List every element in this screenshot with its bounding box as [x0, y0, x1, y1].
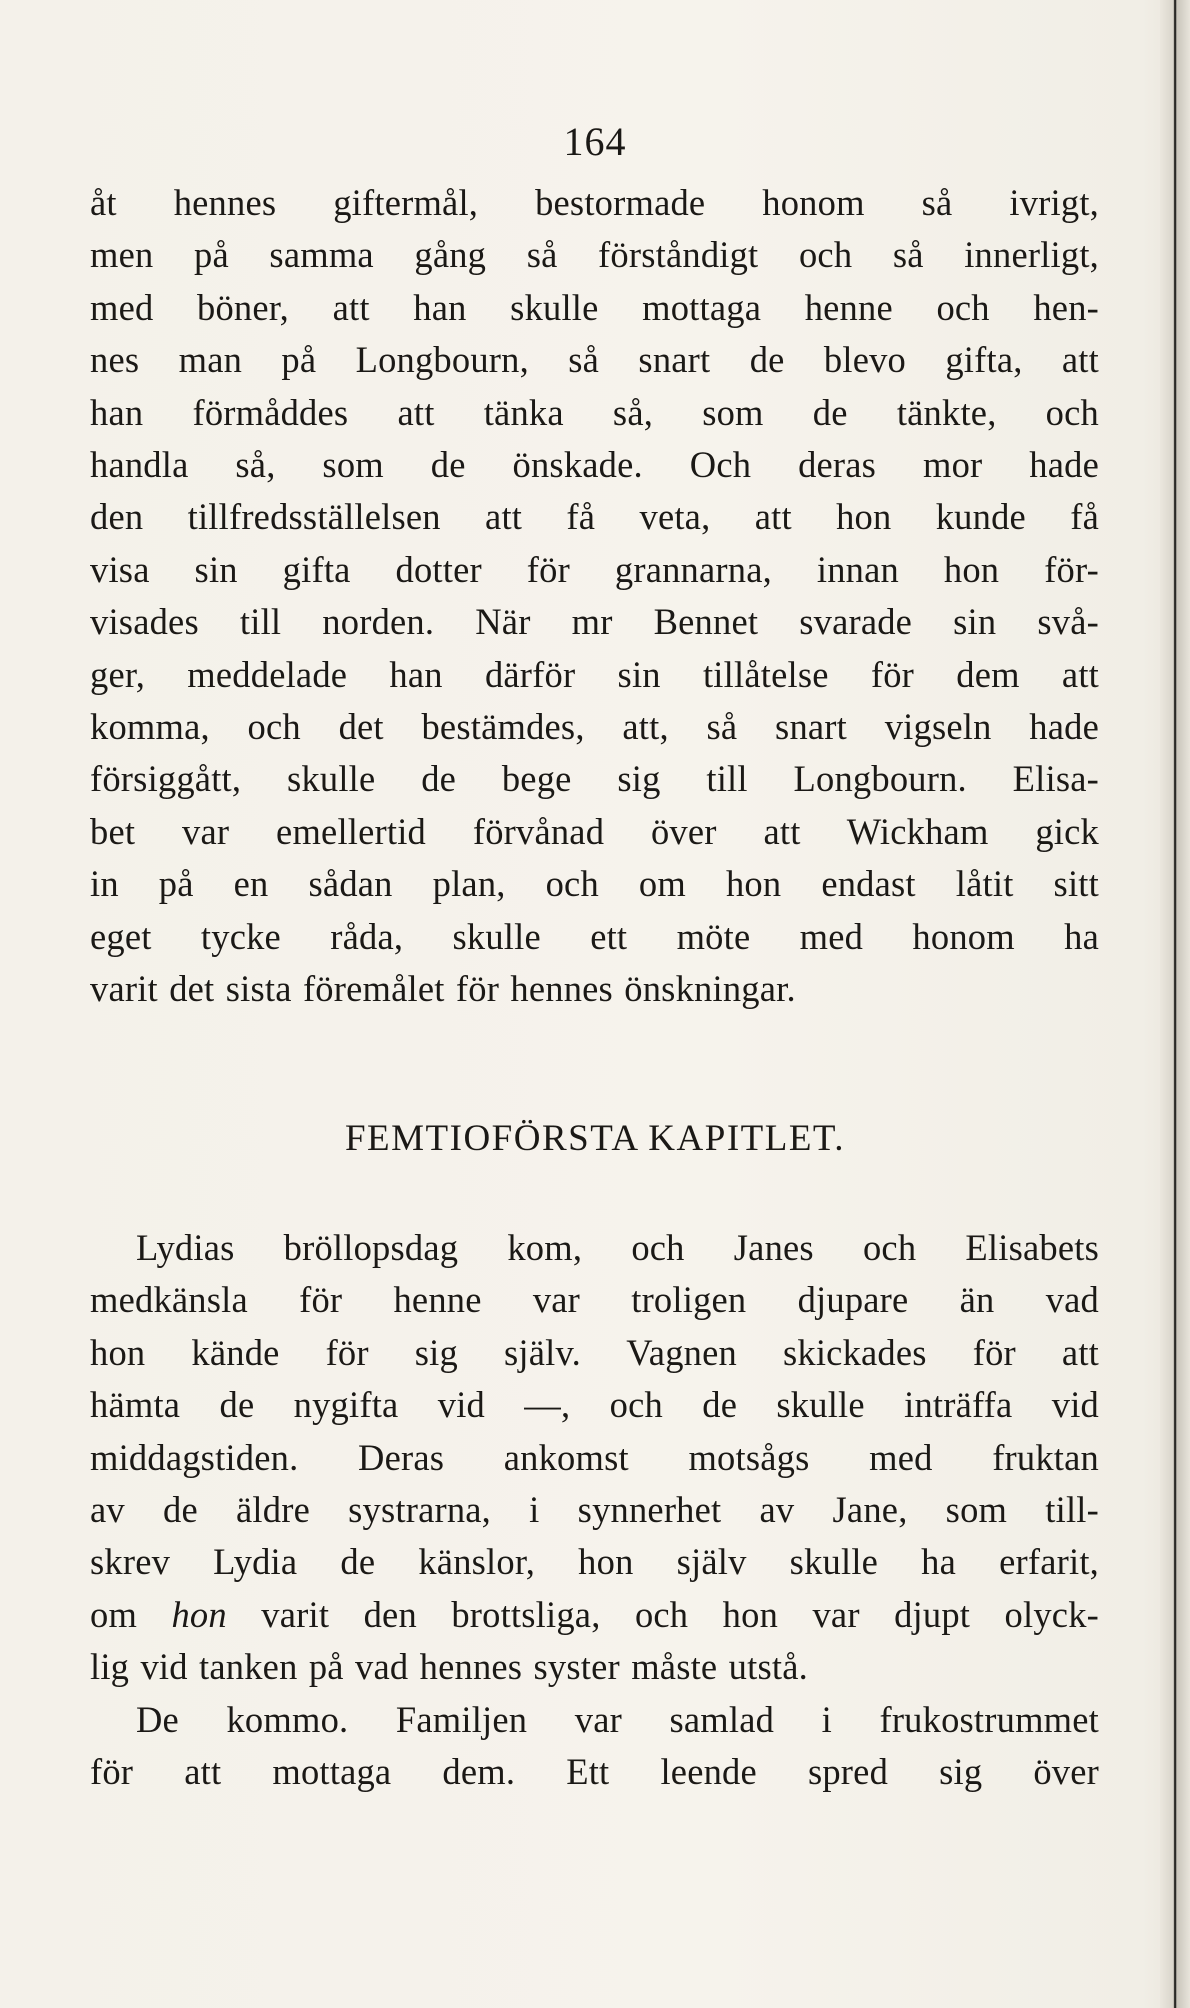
text-line: för att mottaga dem. Ett leende spred sig över [90, 1751, 1099, 1793]
text-line: komma, och det bestämdes, att, så snart vigseln hade [90, 706, 1099, 748]
top-paragraph [90, 177, 1099, 1016]
page-number: 164 [563, 119, 627, 164]
text-line: middagstiden. Deras ankomst motsågs med fruktan [90, 1436, 1099, 1478]
text-fragment: om [90, 1593, 138, 1635]
text-line: in på en sådan plan, och om hon endast låtit sitt [90, 863, 1099, 905]
text-line: De kommo. Familjen var samlad i frukostrummet [136, 1698, 1099, 1740]
text-line: han förmåddes att tänka så, som de tänkte, och [90, 391, 1099, 433]
text-fragment: varit den brottsliga, och hon var djupt olyck- [261, 1593, 1100, 1635]
text-line: visa sin gifta dotter för grannarna, innan hon för- [90, 548, 1099, 590]
text-line: men på samma gång så förståndigt och så innerligt, [90, 234, 1099, 276]
page-spine-edge [1160, 0, 1190, 2008]
text-line: varit det sista föremålet för hennes önskningar. [90, 968, 796, 1010]
text-line: visades till norden. När mr Bennet svarade sin svå- [90, 601, 1099, 643]
text-line-with-emphasis [90, 1589, 1099, 1641]
text-line: av de äldre systrarna, i synnerhet av Jane, som till- [90, 1489, 1099, 1531]
text-line: med böner, att han skulle mottaga henne och hen- [90, 286, 1099, 328]
text-line: hon kände för sig själv. Vagnen skickades för att [90, 1331, 1099, 1373]
text-line: skrev Lydia de känslor, hon själv skulle ha erfarit, [90, 1541, 1099, 1583]
chapter-heading: FEMTIOFÖRSTA KAPITLET. [344, 1118, 846, 1159]
text-line: eget tycke råda, skulle ett möte med honom ha [90, 915, 1099, 957]
text-line: hämta de nygifta vid —, och de skulle inträffa vid [90, 1384, 1099, 1426]
text-line: försiggått, skulle de bege sig till Longbourn. Elisa- [90, 758, 1099, 800]
text-line: åt hennes giftermål, bestormade honom så ivrigt, [90, 182, 1099, 223]
text-line: Lydias bröllopsdag kom, och Janes och Elisabets [136, 1227, 1099, 1268]
text-line: den tillfredsställelsen att få veta, att hon kunde få [90, 496, 1099, 538]
text-line: handla så, som de önskade. Och deras mor hade [90, 444, 1099, 486]
text-line: bet var emellertid förvånad över att Wickham gick [90, 810, 1099, 852]
chapter-text [90, 1222, 1099, 1798]
text-line: ger, meddelade han därför sin tillåtelse för dem att [90, 653, 1099, 695]
text-line: nes man på Longbourn, så snart de blevo gifta, att [90, 339, 1099, 381]
text-line: medkänsla för henne var troligen djupare än vad [90, 1279, 1099, 1321]
text-line: lig vid tanken på vad hennes syster måste utstå. [90, 1646, 808, 1688]
emphasized-word: hon [171, 1593, 227, 1635]
